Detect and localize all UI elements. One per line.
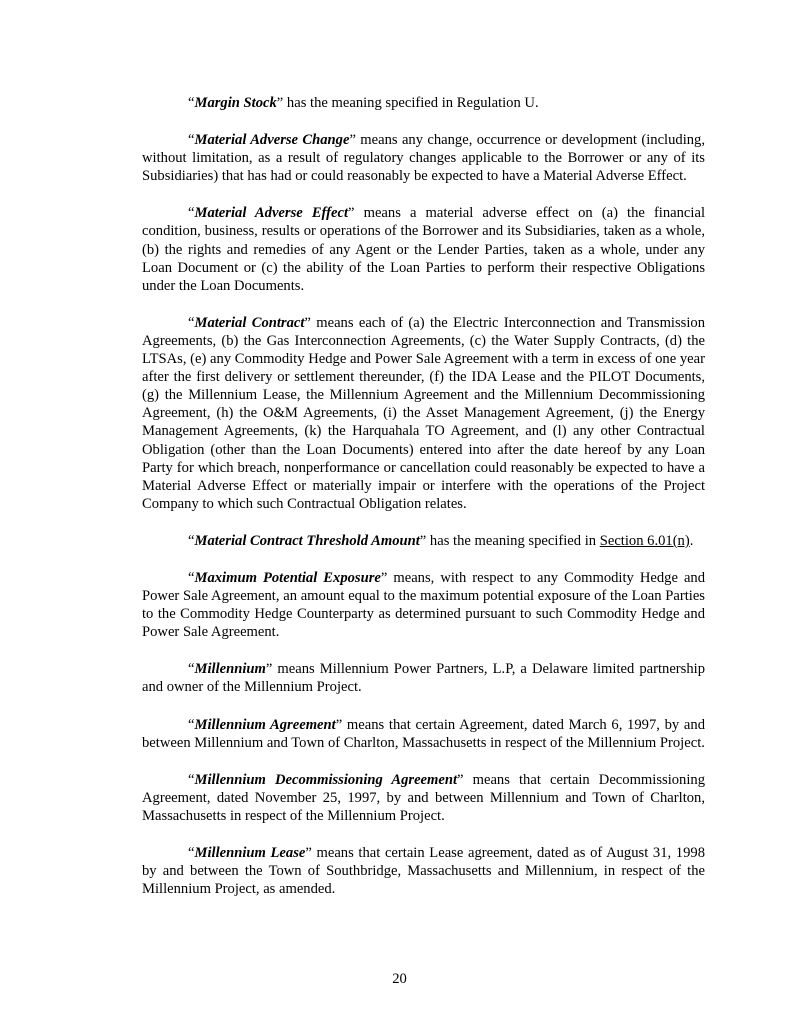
- definition-text: means a material adverse effect on (a) the financial condition, business, results or operations of the Borrower and its Subsidiaries, taken as a whole, (b) the rights and remedies of any Agent or the Lender Parties, taken as a whole, under any Loan Document or (c) the ability of the Loan Parties to perform their respective Obligations under the Loan Documents.: [142, 205, 705, 294]
- open-quote: “: [188, 132, 195, 149]
- page-number: 20: [392, 971, 407, 987]
- open-quote: “: [188, 771, 195, 788]
- definition-text: means Millennium Power Partners, L.P, a Delaware limited partnership and owner of the Millennium Project.: [142, 661, 705, 696]
- definition-margin-stock: [142, 94, 705, 112]
- definition-text: means that certain Agreement, dated March 6, 1997, by and between Millennium and Town of Charlton, Massachusetts in respect of the Millennium Project.: [142, 716, 705, 751]
- defined-term: Material Adverse Change: [194, 132, 350, 149]
- definition-text: means each of (a) the Electric Interconnection and Transmission Agreements, (b) the Gas Interconnection Agreements, (c) the Water Supply Contracts, (d) the LTSAs, (e) any Commodity Hedge and Power Sale Agreement with a term in excess of one year after the first delivery or settlement thereunder, (f) the IDA Lease and the PILOT Documents, (g) the Millennium Lease, the Millennium Agreement and the Millennium Decommissioning Agreement, (h) the O&M Agreements, (i) the Asset Management Agreement, (j) the Energy Management Agreements, (k) the Harquahala TO Agreement, and (l) any other Contractual Obligation (other than the Loan Documents) entered into after the date hereof by any Loan Party for which breach, nonperformance or cancellation could reasonably be expected to have a Material Adverse Effect or materially impair or interfere with the operations of the Project Company to which such Contractual Obligation relates.: [142, 314, 705, 512]
- defined-term: Material Contract Threshold Amount: [194, 532, 420, 549]
- definition-millennium-agreement: [142, 716, 705, 752]
- close-quote: ”: [349, 132, 356, 149]
- open-quote: “: [188, 95, 195, 111]
- definition-material-contract: [142, 314, 705, 513]
- definition-text: means that certain Decommissioning Agreement, dated November 25, 1997, by and between Millennium and Town of Charlton, Massachusetts in respect of the Millennium Project.: [142, 771, 705, 824]
- definition-material-adverse-change: [142, 131, 705, 185]
- defined-term: Millennium Lease: [194, 845, 306, 861]
- definition-material-adverse-effect: [142, 204, 705, 294]
- close-quote: ”: [305, 845, 312, 861]
- open-quote: “: [188, 569, 195, 586]
- defined-term: Material Contract: [194, 314, 305, 331]
- open-quote: “: [188, 205, 195, 222]
- defined-term: Millennium: [194, 661, 266, 678]
- definition-millennium-decommissioning-agreement: [142, 771, 705, 825]
- definition-maximum-potential-exposure: [142, 569, 705, 641]
- close-quote: ”: [335, 716, 343, 733]
- close-quote: ”: [276, 95, 284, 111]
- definition-text: means, with respect to any Commodity Hedge and Power Sale Agreement, an amount equal to the maximum potential exposure of the Loan Parties to the Commodity Hedge Counterparty as determined pursuant to such Commodity Hedge and Power Sale Agreement.: [142, 569, 706, 641]
- defined-term: Material Adverse Effect: [194, 205, 349, 222]
- close-quote: ”: [304, 314, 311, 331]
- close-quote: ”: [380, 569, 388, 586]
- open-quote: “: [188, 314, 195, 331]
- defined-term: Margin Stock: [194, 95, 277, 111]
- close-quote: ”: [419, 532, 427, 549]
- definition-text-end: .: [689, 532, 694, 549]
- definition-text: means that certain Lease agreement, dated as of August 31, 1998 by and between the Town of Southbridge, Massachusetts and Millennium, in respect of the Millennium Project, as amended.: [142, 845, 705, 898]
- open-quote: “: [188, 716, 195, 733]
- definition-text: means any change, occurrence or development (including, without limitation, as a result of regulatory changes applicable to the Borrower or any of its Subsidiaries) that has had or could reasonably be expected to have a Material Adverse Effect.: [142, 132, 705, 185]
- definition-material-contract-threshold-amount: [142, 532, 705, 550]
- defined-term: Maximum Potential Exposure: [194, 569, 381, 586]
- definition-text: has the meaning specified in Regulation U.: [283, 95, 539, 111]
- close-quote: ”: [457, 771, 464, 788]
- definition-text: has the meaning specified in: [426, 532, 600, 549]
- defined-term: Millennium Agreement: [194, 716, 336, 733]
- definition-millennium-lease: [142, 844, 705, 898]
- open-quote: “: [188, 845, 195, 861]
- close-quote: ”: [265, 661, 273, 678]
- open-quote: “: [188, 532, 195, 549]
- section-reference-link[interactable]: Section 6.01(n): [599, 532, 690, 549]
- document-body: [142, 94, 705, 917]
- close-quote: ”: [348, 205, 355, 222]
- defined-term: Millennium Decommissioning Agreement: [194, 771, 458, 788]
- open-quote: “: [188, 661, 195, 678]
- definition-millennium: [142, 660, 705, 696]
